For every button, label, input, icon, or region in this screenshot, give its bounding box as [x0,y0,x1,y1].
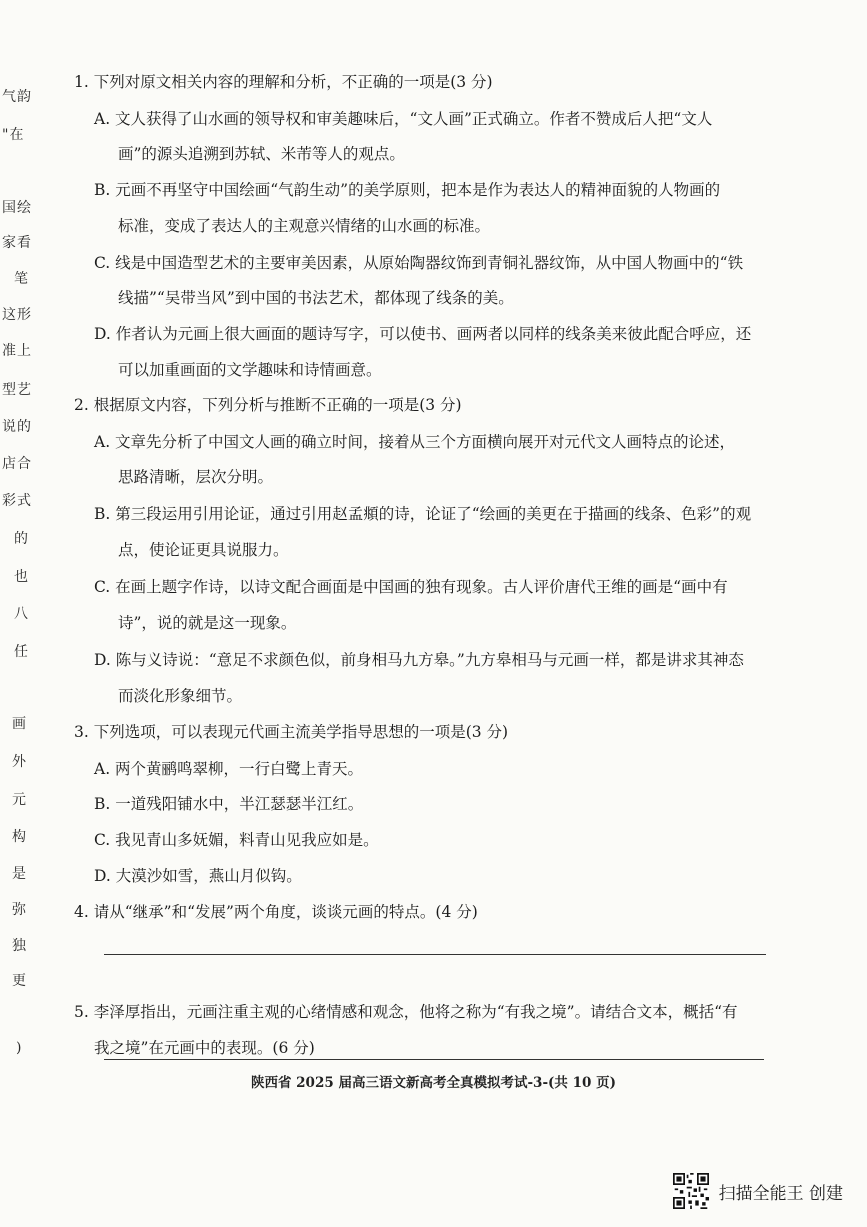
margin-fragment: 弥 [12,902,27,918]
margin-fragment: 外 [12,754,27,770]
margin-fragment: 气韵 [2,89,32,105]
q1-option-c-cont: 线描”“吴带当风”到中国的书法艺术，都体现了线条的美。 [118,289,514,307]
margin-fragment: 说的 [2,419,32,435]
scanner-watermark [673,1171,843,1211]
question-2-stem: 2. 根据原文内容，下列分析与推断不正确的一项是(3 分) [74,396,462,414]
q3-option-a: A. 两个黄鹂鸣翠柳，一行白鹭上青天。 [94,760,364,778]
q2-option-a-cont: 思路清晰，层次分明。 [118,468,274,486]
q2-option-d: D. 陈与义诗说：“意足不求颜色似，前身相马九方皋。”九方皋相马与元画一样，都是讲求其神态 [94,651,744,669]
question-3-stem: 3. 下列选项，可以表现元代画主流美学指导思想的一项是(3 分) [74,723,509,741]
margin-fragment: 型艺 [2,382,32,398]
q1-option-b: B. 元画不再坚守中国绘画“气韵生动”的美学原则，把本是作为表达人的精神面貌的人物画的 [94,181,721,199]
question-1-stem: 1. 下列对原文相关内容的理解和分析，不正确的一项是(3 分) [74,73,493,91]
margin-fragment: 是 [12,866,27,882]
margin-fragment: 准上 [2,343,32,359]
watermark-text: 扫描全能王 创建 [718,1183,843,1204]
margin-fragment: 任 [14,644,29,660]
q2-option-b-cont: 点，使论证更具说服力。 [118,541,289,559]
margin-fragment: 家看 [2,235,32,251]
margin-fragment: 的 [14,531,29,547]
q2-option-d-cont: 而淡化形象细节。 [118,687,243,705]
margin-fragment: 元 [12,792,27,808]
question-5-stem-cont: 我之境”在元画中的表现。(6 分) [94,1039,315,1057]
qr-code-icon [673,1173,709,1209]
q2-option-c: C. 在画上题字作诗，以诗文配合画面是中国画的独有现象。古人评价唐代王维的画是“画中有 [94,578,728,596]
margin-fragment: 构 [12,829,27,845]
margin-fragment: 独 [12,938,27,954]
margin-fragment: 也 [14,569,29,585]
answer-line [104,954,766,955]
margin-fragment: 国绘 [2,200,32,216]
q3-option-b: B. 一道残阳铺水中，半江瑟瑟半江红。 [94,795,364,813]
margin-fragment: 画 [12,716,27,732]
q2-option-a: A. 文章先分析了中国文人画的确立时间，接着从三个方面横向展开对元代文人画特点的论述， [94,433,736,451]
q3-option-d: D. 大漠沙如雪，燕山月似钩。 [94,867,302,885]
page-footer: 陕西省 2025 届高三语文新高考全真模拟考试-3-(共 10 页) [250,1075,617,1091]
q3-option-c: C. 我见青山多妩媚，料青山见我应如是。 [94,831,379,849]
q1-option-d: D. 作者认为元画上很大画面的题诗写字，可以使书、画两者以同样的线条美来彼此配合呼应，还 [94,325,752,343]
q2-option-c-cont: 诗”，说的就是这一现象。 [118,614,297,632]
margin-fragment: 更 [12,973,27,989]
q1-option-b-cont: 标准，变成了表达人的主观意兴情绪的山水画的标准。 [118,217,491,235]
margin-fragment: ) [16,1040,23,1056]
margin-fragments [2,0,36,1227]
margin-fragment: 店合 [2,456,32,472]
q1-option-d-cont: 可以加重画面的文学趣味和诗情画意。 [118,361,382,379]
margin-fragment: 笔 [14,271,29,287]
margin-fragment: 八 [14,606,29,622]
margin-fragment: 这形 [2,307,32,323]
q1-option-c: C. 线是中国造型艺术的主要审美因素，从原始陶器纹饰到青铜礼器纹饰，从中国人物画中的“铁 [94,254,744,272]
q1-option-a: A. 文人获得了山水画的领导权和审美趣味后，“文人画”正式确立。作者不赞成后人把“文人 [94,110,713,128]
q2-option-b: B. 第三段运用引用论证，通过引用赵孟頫的诗，论证了“绘画的美更在于描画的线条、色彩”的观 [94,505,752,523]
question-4-stem: 4. 请从“继承”和“发展”两个角度，谈谈元画的特点。(4 分) [74,903,478,921]
margin-fragment: 彩式 [2,493,32,509]
margin-fragment: "在 [2,127,25,143]
answer-line [104,1059,764,1060]
q1-option-a-cont: 画”的源头追溯到苏轼、米芾等人的观点。 [118,145,405,163]
question-5-stem: 5. 李泽厚指出，元画注重主观的心绪情感和观念，他将之称为“有我之境”。请结合文本，概括“有 [74,1003,738,1021]
